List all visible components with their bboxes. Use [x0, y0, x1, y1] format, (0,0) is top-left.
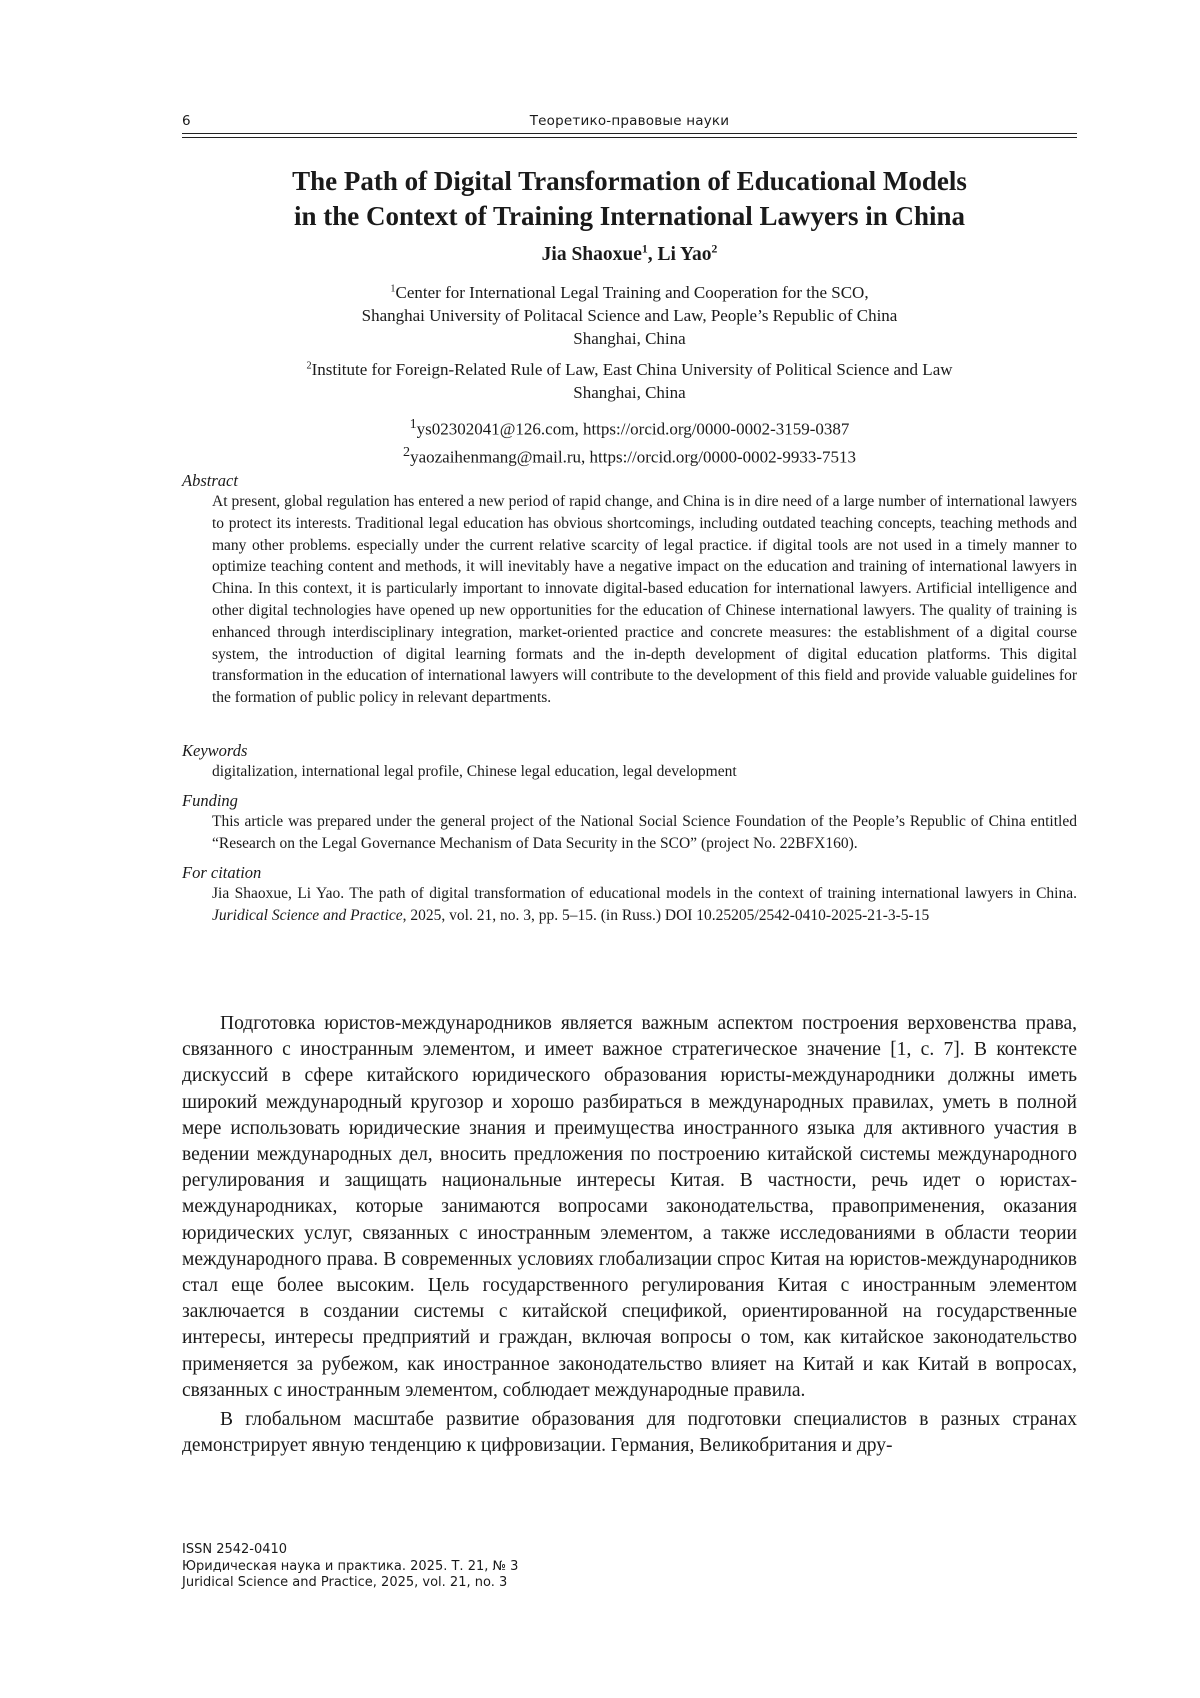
- contact-emails: [182, 413, 1077, 468]
- keywords-section: [182, 740, 1077, 783]
- funding-heading: Funding: [182, 791, 238, 810]
- author-separator: ,: [647, 244, 658, 265]
- abstract-heading: Abstract: [182, 471, 238, 490]
- keywords-heading: Keywords: [182, 741, 248, 760]
- aff1-sup: 1: [390, 283, 396, 295]
- footer-journal-ru: Юридическая наука и практика. 2025. Т. 21, № 3: [182, 1558, 519, 1574]
- footer-issn: ISSN 2542-0410: [182, 1542, 288, 1557]
- abstract-section: [182, 470, 1077, 709]
- title-line-1: The Path of Digital Transformation of Educational Models: [292, 166, 967, 196]
- page-number: 6: [182, 113, 191, 129]
- citation-journal: Juridical Science and Practice: [212, 906, 403, 924]
- article-body: [182, 1011, 1077, 1462]
- citation-prefix: Jia Shaoxue, Li Yao. The path of digital transformation of educational models in the context of training international lawyers in China.: [212, 885, 1077, 902]
- keywords-text: digitalization, international legal profile, Chinese legal education, legal development: [212, 763, 737, 780]
- aff2-sup: 2: [306, 360, 312, 372]
- author-1-sup: 1: [641, 242, 648, 256]
- affiliation-2: [182, 358, 1077, 404]
- citation-suffix: , 2025, vol. 21, no. 3, pp. 5–15. (in Russ.) DOI 10.25205/2542-0410-2025-21-3-5-15: [402, 906, 930, 924]
- aff2-line2: Shanghai, China: [573, 383, 686, 402]
- funding-section: [182, 790, 1077, 855]
- author-list: [182, 243, 1077, 267]
- footer-journal-en: Juridical Science and Practice, 2025, vol. 21, no. 3: [182, 1575, 508, 1590]
- email-2[interactable]: yaozaihenmang@mail.ru, https://orcid.org/0000-0002-9933-7513: [410, 447, 856, 467]
- email1-sup: 1: [409, 416, 417, 432]
- article-title: [182, 164, 1077, 234]
- email-1[interactable]: ys02302041@126.com, https://orcid.org/0000-0002-3159-0387: [416, 419, 850, 439]
- header-rule-bottom: [182, 137, 1077, 138]
- section-title: Теоретико-правовые науки: [529, 113, 730, 129]
- author-1: Jia Shaoxue: [541, 244, 642, 265]
- author-2-sup: 2: [711, 242, 718, 256]
- author-2: Li Yao: [657, 244, 712, 265]
- aff1-line1: Center for International Legal Training and Cooperation for the SCO,: [395, 283, 869, 302]
- page-footer: [182, 1542, 682, 1592]
- citation-text: [212, 883, 1077, 927]
- aff1-line3: Shanghai, China: [573, 329, 686, 348]
- affiliation-1: [182, 281, 1077, 350]
- body-paragraph-2: В глобальном масштабе развитие образования для подготовки специалистов в разных странах демонстрирует явную тенденцию к цифровизации. Германия, Великобритания и дру-: [182, 1409, 1077, 1457]
- header-rule-top: [182, 133, 1077, 134]
- abstract-text: At present, global regulation has entered a new period of rapid change, and China is in dire need of a large number of international lawyers to protect its interests. Traditional legal education has obvious shortcomings, including outdated teaching concepts, teaching methods and many other problems. especially under the current relative scarcity of legal practice. if digital tools are not used in a timely manner to optimize teaching content and methods, it will inevitably have a negative impact on the education and training of international lawyers in China. In this context, it is particularly important to innovate digital-based education for international lawyers. Artificial intelligence and other digital technologies have opened up new opportunities for the education of Chinese international lawyers. The quality of training is enhanced through interdisciplinary integration, market-oriented practice and concrete measures: the establishment of a digital course system, the introduction of digital learning formats and the in-depth development of digital education platforms. This digital transformation in the education of international lawyers will contribute to the development of this field and provide valuable guidelines for the formation of public policy in relevant departments.: [212, 493, 1077, 707]
- citation-section: [182, 862, 1077, 927]
- title-line-2: in the Context of Training International Lawyers in China: [293, 201, 966, 231]
- email2-sup: 2: [402, 443, 411, 460]
- aff2-line1: Institute for Foreign-Related Rule of Law, East China University of Political Science and Law: [311, 360, 953, 379]
- running-header: [182, 113, 1077, 133]
- citation-heading: For citation: [182, 863, 262, 882]
- aff1-line2: Shanghai University of Politacal Science and Law, People’s Republic of China: [361, 306, 898, 325]
- body-paragraph-1: Подготовка юристов-международников является важным аспектом построения верховенства права, связанного с иностранным элементом, и имеет важное стратегическое значение [1, с. 7]. В контексте дискуссий в сфере китайского юридического образования юристы-международники должны иметь широкий международный кругозор и хорошо разбираться в международных правилах, уметь в полной мере использовать юридические знания и преимущества иностранного языка для активного участия в ведении международных дел, вносить предложения по построению китайской системы международного регулирования и защищать национальные интересы Китая. В частности, речь идет о юристах-международниках, которые занимаются вопросами законодательства, правоприменения, оказания юридических услуг, связанных с иностранным элементом, а также исследованиями в области теории международного права. В современных условиях глобализации спрос Китая на юристов-международников стал еще более высоким. Цель государственного регулирования Китая с иностранным элементом заключается в создании системы с китайской спецификой, ориентированной на государственные интересы, интересы предприятий и граждан, включая вопросы о том, как китайское законодательство применяется за рубежом, как иностранное законодательство влияет на Китай и как Китай в вопросах, связанных с иностранным элементом, соблюдает международные правила.: [182, 1013, 1077, 1401]
- funding-text: This article was prepared under the general project of the National Social Science Foundation of the People’s Republic of China entitled “Research on the Legal Governance Mechanism of Data Security in the SCO” (project No. 22BFX160).: [212, 813, 1077, 852]
